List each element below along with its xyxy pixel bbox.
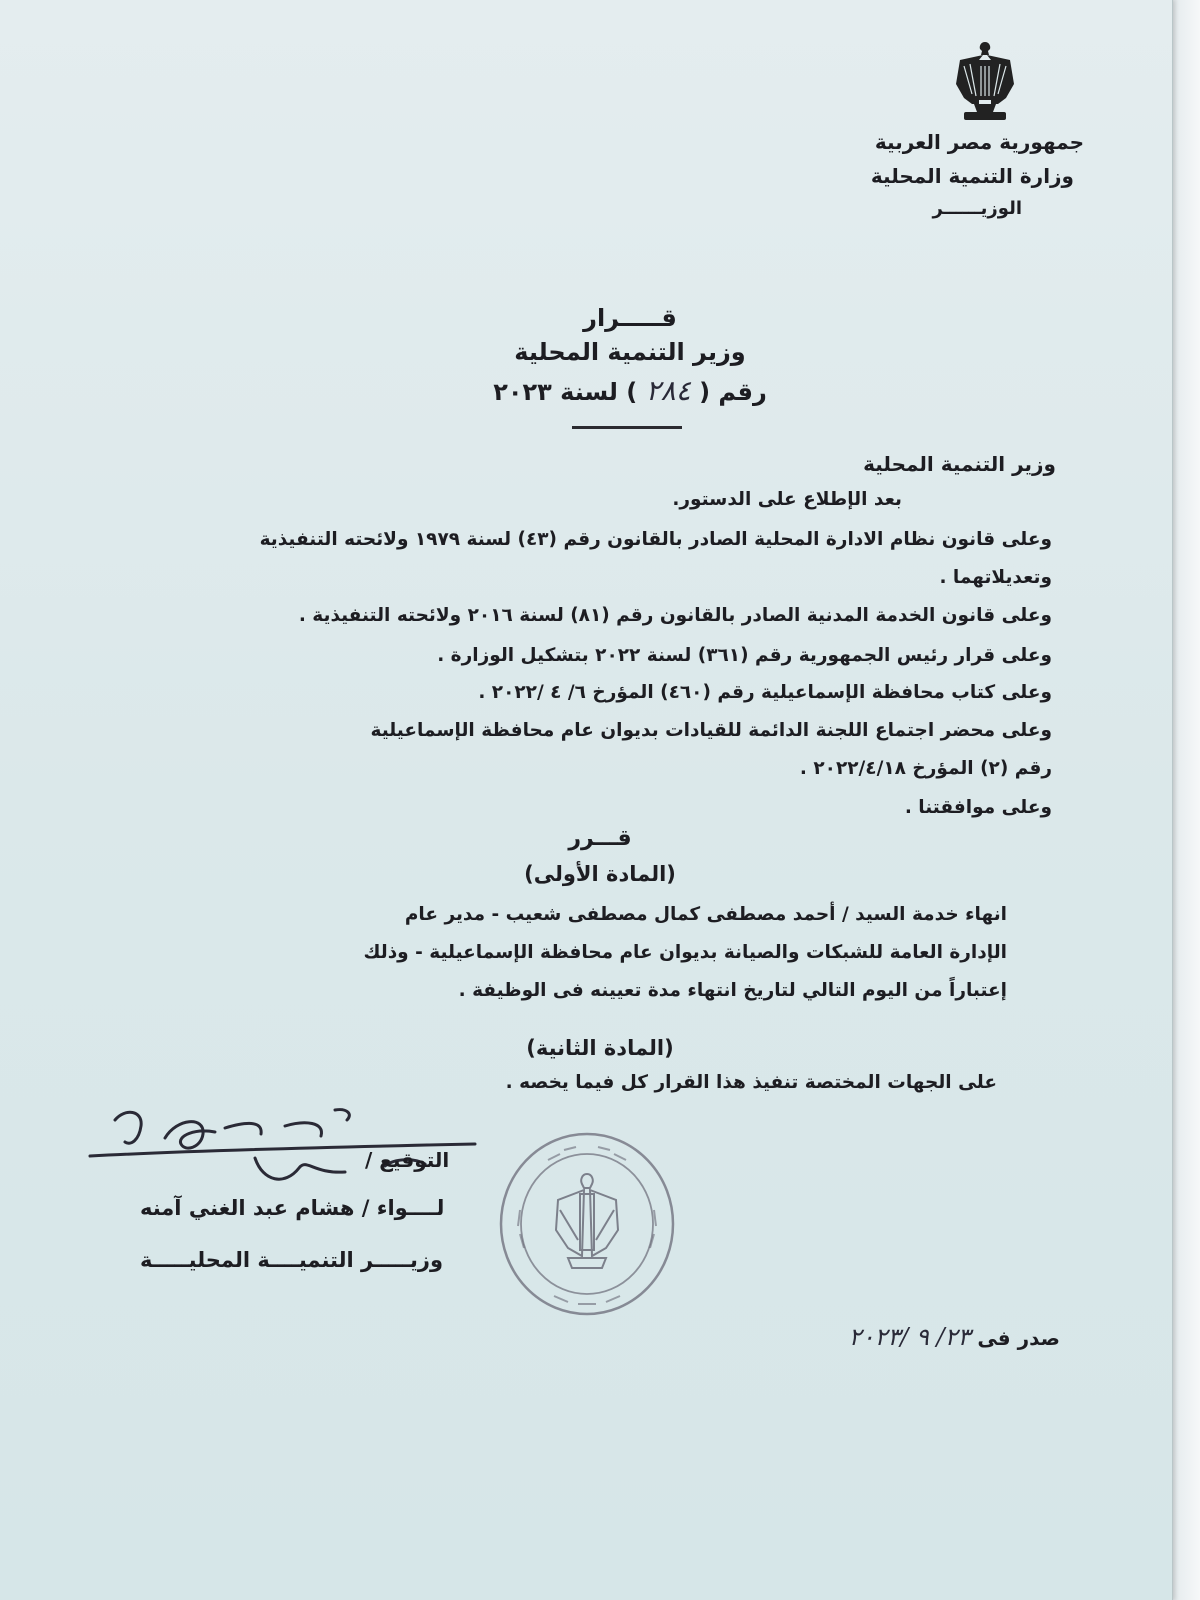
signature-label: التوقيع / [365,1148,450,1172]
minister-office: الوزيــــــر [932,198,1022,219]
article-2-title: (المادة الثانية) [526,1036,674,1060]
issued-date: ٢٣/ ٩ /٢٠٢٣ [848,1323,971,1351]
article-1-line: إعتباراً من اليوم التالي لتاريخ انتهاء مدة تعيينه فى الوظيفة . [458,980,1007,1001]
preamble-line: وعلى كتاب محافظة الإسماعيلية رقم (٤٦٠) المؤرخ ٦/ ٤ /٢٠٢٢ . [478,682,1052,703]
ministry-name: وزارة التنمية المحلية [870,164,1074,188]
decision-issuer: وزير التنمية المحلية [514,338,746,366]
preamble-line: وعلى قرار رئيس الجمهورية رقم (٣٦١) لسنة ٢٠٢٢ بتشكيل الوزارة . [437,645,1052,666]
country-name: جمهورية مصر العربية [874,130,1084,154]
preamble-line: بعد الإطلاع على الدستور. [672,489,902,510]
preamble-opening: وزير التنمية المحلية [863,452,1056,476]
signatory-position: وزيـــــر التنميــــة المحليـــــة [140,1248,443,1272]
official-seal-icon [498,1130,676,1318]
decision-number [420,374,840,407]
decision-number-value: ٢٨٤ [645,374,691,407]
preamble-line: وعلى قانون الخدمة المدنية الصادر بالقانون رقم (٨١) لسنة ٢٠١٦ ولائحته التنفيذية . [298,605,1052,626]
article-2-line: على الجهات المختصة تنفيذ هذا القرار كل فيما يخصه . [505,1072,997,1093]
title-underline [572,426,682,429]
article-1-line: انهاء خدمة السيد / أحمد مصطفى كمال مصطفى شعيب - مدير عام [404,904,1007,925]
decision-number-prefix: رقم ( [699,378,767,406]
eagle-emblem-icon [950,38,1020,124]
article-1-line: الإدارة العامة للشبكات والصيانة بديوان عام محافظة الإسماعيلية - وذلك [363,942,1007,963]
resolution-heading: قـــرر [568,826,632,851]
preamble-line: وعلى محضر اجتماع اللجنة الدائمة للقيادات بديوان عام محافظة الإسماعيلية [370,720,1052,741]
decision-number-suffix: ) لسنة ٢٠٢٣ [493,378,638,406]
preamble-line: وتعديلاتهما . [939,567,1052,588]
preamble-line: وعلى موافقتنا . [904,797,1052,818]
preamble-line: رقم (٢) المؤرخ ٢٠٢٢/٤/١٨ . [799,758,1052,779]
preamble-line: وعلى قانون نظام الادارة المحلية الصادر بالقانون رقم (٤٣) لسنة ١٩٧٩ ولائحته التنفيذية [259,529,1052,550]
decision-title: قـــــرار [583,304,677,332]
article-1-title: (المادة الأولى) [524,862,676,886]
issued-label: صدر فى [977,1326,1060,1350]
signatory-name: لــــواء / هشام عبد الغني آمنه [140,1196,445,1220]
issued-line [849,1323,1060,1351]
